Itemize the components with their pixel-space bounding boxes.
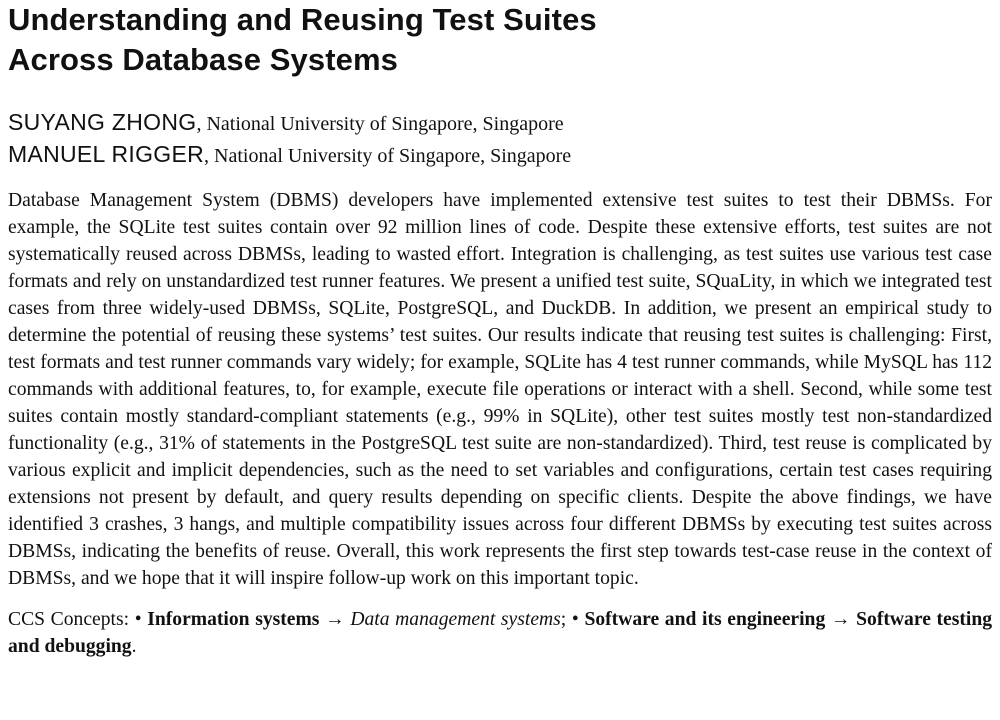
ccs-separator: ; bbox=[560, 609, 567, 630]
ccs-concept-information-systems: Information systems bbox=[147, 609, 320, 630]
author-affiliation: National University of Singapore, Singapore bbox=[206, 113, 564, 135]
ccs-label: CCS Concepts: bbox=[8, 609, 130, 630]
abstract-text: Database Management System (DBMS) developers have implemented extensive test suites to test their DBMSs. For example, the SQLite test suites contain over 92 million lines of code. Despite these extensive efforts, test suites are not systematically reused across DBMSs, leading to wasted effort. Integration is challenging, as test suites use various test case formats and rely on unstandardized test runner features. We present a unified test suite, SQuaLity, in which we integrated test cases from three widely-used DBMSs, SQLite, PostgreSQL, and DuckDB. In addition, we present an empirical study to determine the potential of reusing these systems’ test suites. Our results indicate that reusing test suites is challenging: First, test formats and test runner commands vary widely; for example, SQLite has 4 test runner commands, while MySQL has 112 commands with additional features, to, for example, execute file operations or interact with a shell. Second, while some test suites contain mostly standard-compliant statements (e.g., 99% in SQLite), other test suites mostly test non-standardized functionality (e.g., 31% of statements in the PostgreSQL test suite are non-standardized). Third, test reuse is complicated by various explicit and implicit dependencies, such as the need to set variables and configurations, certain test cases requiring extensions not present by default, and query results depending on specific clients. Despite the above findings, we have identified 3 crashes, 3 hangs, and multiple compatibility issues across four different DBMSs by executing test suites across DBMSs, indicating the benefits of reuse. Overall, this work represents the first step towards test-case reuse in the context of DBMSs, and we hope that it will inspire follow-up work on this important topic. bbox=[8, 190, 992, 589]
ccs-subconcept-data-management: Data management systems bbox=[350, 609, 561, 630]
author-name: MANUEL RIGGER bbox=[8, 141, 205, 167]
author-separator: , bbox=[196, 113, 207, 135]
author-entry bbox=[8, 106, 992, 138]
author-entry bbox=[8, 138, 992, 170]
author-list bbox=[8, 106, 992, 170]
paper-title bbox=[8, 0, 992, 80]
author-affiliation: National University of Singapore, Singapore bbox=[214, 145, 572, 167]
ccs-end-period: . bbox=[131, 636, 137, 657]
author-separator: , bbox=[204, 145, 215, 167]
paper-title-line-1: Understanding and Reusing Test Suites bbox=[8, 2, 597, 37]
author-name: SUYANG ZHONG bbox=[8, 109, 197, 135]
paper-title-line-2: Across Database Systems bbox=[8, 42, 399, 77]
ccs-concepts bbox=[8, 606, 992, 660]
paper-page bbox=[8, 0, 992, 660]
ccs-arrow: → bbox=[325, 609, 345, 630]
ccs-subconcept-software-testing: Software testing and debugging bbox=[8, 609, 993, 657]
ccs-arrow-bold: → bbox=[830, 609, 851, 630]
ccs-bullet: • bbox=[571, 609, 579, 630]
ccs-bullet: • bbox=[134, 609, 142, 630]
ccs-concept-software-engineering: Software and its engineering bbox=[584, 609, 826, 630]
